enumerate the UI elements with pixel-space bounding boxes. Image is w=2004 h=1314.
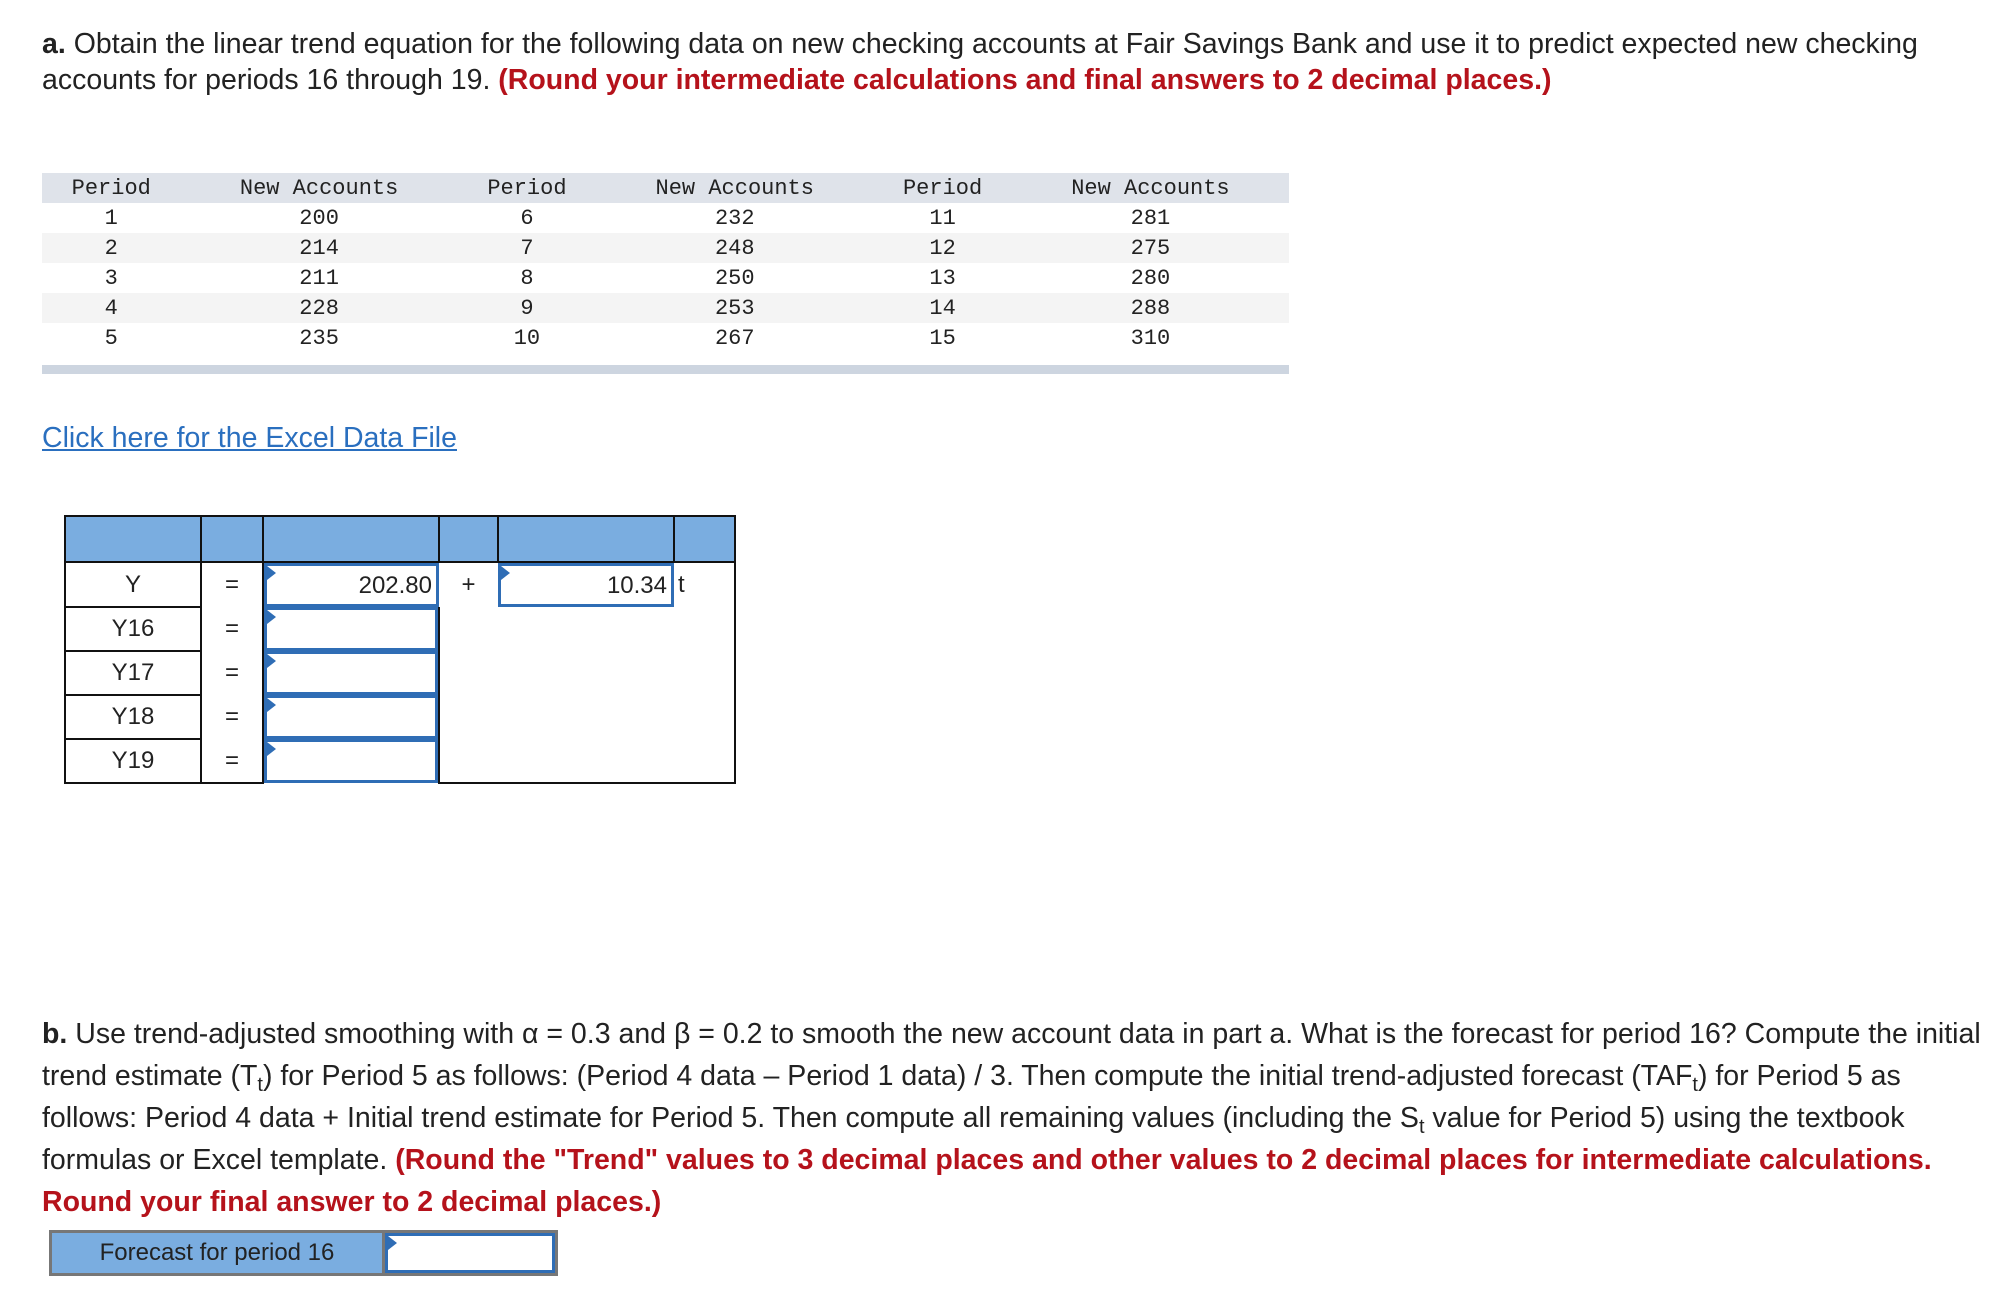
equals-sign: =	[201, 651, 263, 695]
equals-sign: =	[201, 562, 263, 607]
slope-input[interactable]: 10.34	[498, 563, 674, 607]
data-table	[42, 173, 1289, 374]
table-cell: 4	[42, 293, 181, 323]
part-b-label: b.	[42, 1018, 68, 1050]
column-header: New Accounts	[1012, 173, 1289, 203]
subscript-t: t	[1418, 1116, 1425, 1138]
table-cell: 8	[520, 265, 534, 291]
empty-cell	[439, 651, 735, 695]
table-cell: 248	[596, 233, 873, 263]
table-cell: 235	[299, 325, 339, 351]
table-cell: 280	[1130, 265, 1171, 291]
table-cell: 14	[873, 293, 1012, 323]
part-a-label: a.	[42, 28, 66, 60]
table-cell: 11	[929, 205, 956, 231]
part-b-text: ) for Period 5 as follows: (Period 4 data – Period 1 data) / 3. Then compute the initial trend-adjusted forecast (TAF	[262, 1060, 1693, 1092]
intercept-input[interactable]: 202.80	[264, 563, 439, 607]
table-cell: 253	[596, 293, 873, 323]
prediction-row	[65, 607, 735, 651]
part-b-instruction: (Round the "Trend" values to 3 decimal places and other values to 2 decimal places for intermediate calculations. Round your final answer to 2 decimal places.)	[42, 1144, 1932, 1218]
equation-row	[65, 562, 735, 607]
prediction-row	[65, 695, 735, 739]
column-header: Period	[458, 173, 597, 203]
table-cell: 9	[458, 293, 597, 323]
part-b-text: value for Period 5) using the textbook formulas or Excel template.	[42, 1102, 1905, 1176]
trend-equation-grid	[64, 515, 736, 784]
prediction-label: Y17	[65, 651, 201, 695]
forecast-label: Forecast for period 16	[52, 1233, 385, 1273]
column-header: Period	[873, 173, 1012, 203]
subscript-t: t	[1692, 1074, 1698, 1096]
equals-sign: =	[201, 695, 263, 739]
column-header: New Accounts	[181, 173, 458, 203]
table-row	[42, 263, 1289, 293]
table-cell: 6	[520, 205, 534, 231]
prediction-input[interactable]	[264, 651, 438, 695]
part-b-text: ) for Period 5 as follows: Period 4 data + Initial trend estimate for Period 5. Then compute all remaining values (including the S	[42, 1060, 1901, 1134]
table-cell: 7	[458, 233, 597, 263]
column-header: New Accounts	[596, 173, 873, 203]
equals-sign: =	[201, 607, 263, 651]
table-cell: 310	[1130, 325, 1171, 351]
variable-t: t	[674, 562, 735, 607]
table-cell: 211	[299, 265, 339, 291]
part-a-instruction: (Round your intermediate calculations and final answers to 2 decimal places.)	[498, 64, 1552, 96]
table-cell: 281	[1130, 205, 1171, 231]
plus-sign: +	[461, 571, 476, 598]
table-cell: 267	[714, 325, 755, 351]
table-cell: 2	[42, 233, 181, 263]
empty-cell	[439, 607, 735, 651]
table-cell: 3	[104, 265, 118, 291]
table-cell: 232	[714, 205, 755, 231]
column-header: Period	[42, 173, 181, 203]
table-cell: 228	[181, 293, 458, 323]
part-b-text: Use trend-adjusted smoothing with α = 0.3 and β = 0.2 to smooth the new account data in part a. What is the forecast for period 16? Compute the initial trend estimate (T	[42, 1018, 1981, 1092]
table-cell: 200	[299, 205, 339, 231]
table-cell: 10	[513, 325, 541, 351]
subscript-t: t	[257, 1074, 263, 1096]
empty-cell	[439, 739, 735, 783]
prediction-label: Y19	[65, 739, 201, 783]
empty-cell	[439, 695, 735, 739]
table-cell: 214	[181, 233, 458, 263]
prediction-input[interactable]	[264, 607, 438, 651]
prediction-label: Y16	[65, 607, 201, 651]
part-b-question	[42, 1013, 1982, 1223]
table-cell: 15	[929, 325, 956, 351]
table-bottom-bar	[42, 365, 1289, 374]
prediction-row	[65, 739, 735, 783]
part-a-question	[42, 26, 1982, 98]
table-row	[42, 203, 1289, 233]
prediction-input[interactable]	[264, 695, 438, 739]
forecast-row	[49, 1230, 558, 1276]
equation-label: Y	[65, 562, 201, 607]
table-cell: 1	[104, 205, 118, 231]
table-cell: 5	[104, 325, 118, 351]
prediction-row	[65, 651, 735, 695]
table-cell: 275	[1012, 233, 1289, 263]
table-row	[42, 323, 1289, 353]
table-cell: 250	[714, 265, 755, 291]
prediction-label: Y18	[65, 695, 201, 739]
forecast-input[interactable]	[385, 1233, 555, 1273]
grid-header-row	[65, 516, 735, 562]
table-row	[42, 233, 1289, 263]
table-cell: 12	[873, 233, 1012, 263]
table-cell: 13	[929, 265, 956, 291]
equals-sign: =	[201, 739, 263, 783]
table-cell: 288	[1012, 293, 1289, 323]
prediction-input[interactable]	[264, 739, 438, 783]
table-row	[42, 293, 1289, 323]
part-a-text: Obtain the linear trend equation for the following data on new checking accounts at Fair Savings Bank and use it to predict expected new checking accounts for periods 16 through 19.	[42, 28, 1918, 96]
excel-data-file-link[interactable]: Click here for the Excel Data File	[42, 422, 457, 454]
